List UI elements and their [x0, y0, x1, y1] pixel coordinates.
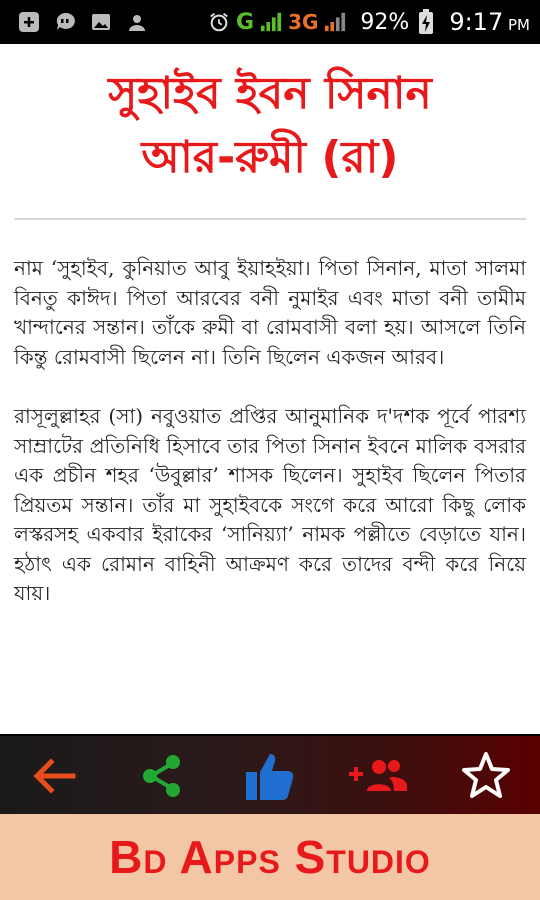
battery-charging-icon — [415, 11, 437, 33]
thumbs-up-icon — [242, 748, 298, 804]
title-divider — [14, 218, 526, 220]
bottom-toolbar — [0, 734, 540, 818]
signal-bars-icon — [260, 11, 282, 33]
battery-percent: 92% — [360, 9, 410, 35]
notification-plus-icon — [18, 11, 40, 33]
chat-bubble-icon — [54, 11, 76, 33]
image-icon — [90, 11, 112, 33]
ad-banner[interactable] — [0, 814, 540, 900]
article-paragraph: রাসূলুল্লাহর (সা) নবুওয়াত প্রপ্তির আনুমানিক দ'দশক পূর্বে পারশ্য সাম্রাটের প্রতিনিধি হিসাবে তার পিতা সিনান ইবনে মালিক বসরার এক প্রচীন শহর ‘উবুল্লার’ শাসক ছিলেন। সুহাইব ছিলেন পিতার প্রিয়তম সন্তান। তাঁর মা সুহাইবকে সংগে করে আরো কিছু লোক লস্করসহ একবার ইরাকের ‘সানিয়্যা’ নামক পল্লীতে বেড়াতে যান। হঠাৎ এক রোমান বাহিনী আক্রমণ করে তাদের বন্দী করে নিয়ে যায়। — [14, 404, 526, 605]
share-icon — [137, 751, 187, 801]
article-title — [0, 62, 540, 190]
star-icon — [460, 750, 512, 802]
article-content[interactable] — [0, 44, 540, 734]
user-upload-icon — [126, 11, 148, 33]
clock-time: 9:17 PM — [449, 8, 530, 36]
share-button[interactable] — [127, 741, 197, 811]
article-title-line2: আর-রুমী (রা) — [141, 132, 399, 183]
network-type-3g: 3G — [288, 10, 319, 34]
article-title-line1: সুহাইব ইবন সিনান — [108, 68, 432, 119]
network-type-g: G — [236, 9, 255, 35]
add-group-icon — [347, 751, 409, 801]
back-button[interactable] — [19, 741, 89, 811]
back-arrow-icon — [29, 751, 79, 801]
like-button[interactable] — [235, 741, 305, 811]
favorite-button[interactable] — [451, 741, 521, 811]
banner-brand-text: Bd Apps Studio — [109, 831, 431, 883]
status-bar — [0, 0, 540, 44]
add-group-button[interactable] — [343, 741, 413, 811]
alarm-clock-icon — [208, 11, 230, 33]
article-paragraph: নাম ‘সুহাইব, কুনিয়াত আবু ইয়াহইয়া। পিতা সিনান, মাতা সালমা বিনতু কাঈদ। পিতা আরবের বনী নুমাইর এবং মাতা বনী তামীম খান্দানের সন্তান। তাঁকে রুমী বা রোমবাসী বলা হয়। আসলে তিনি কিন্তু রোমবাসী ছিলেন না। তিনি ছিলেন একজন আরব। — [14, 256, 526, 369]
signal-bars-secondary-icon — [324, 11, 346, 33]
